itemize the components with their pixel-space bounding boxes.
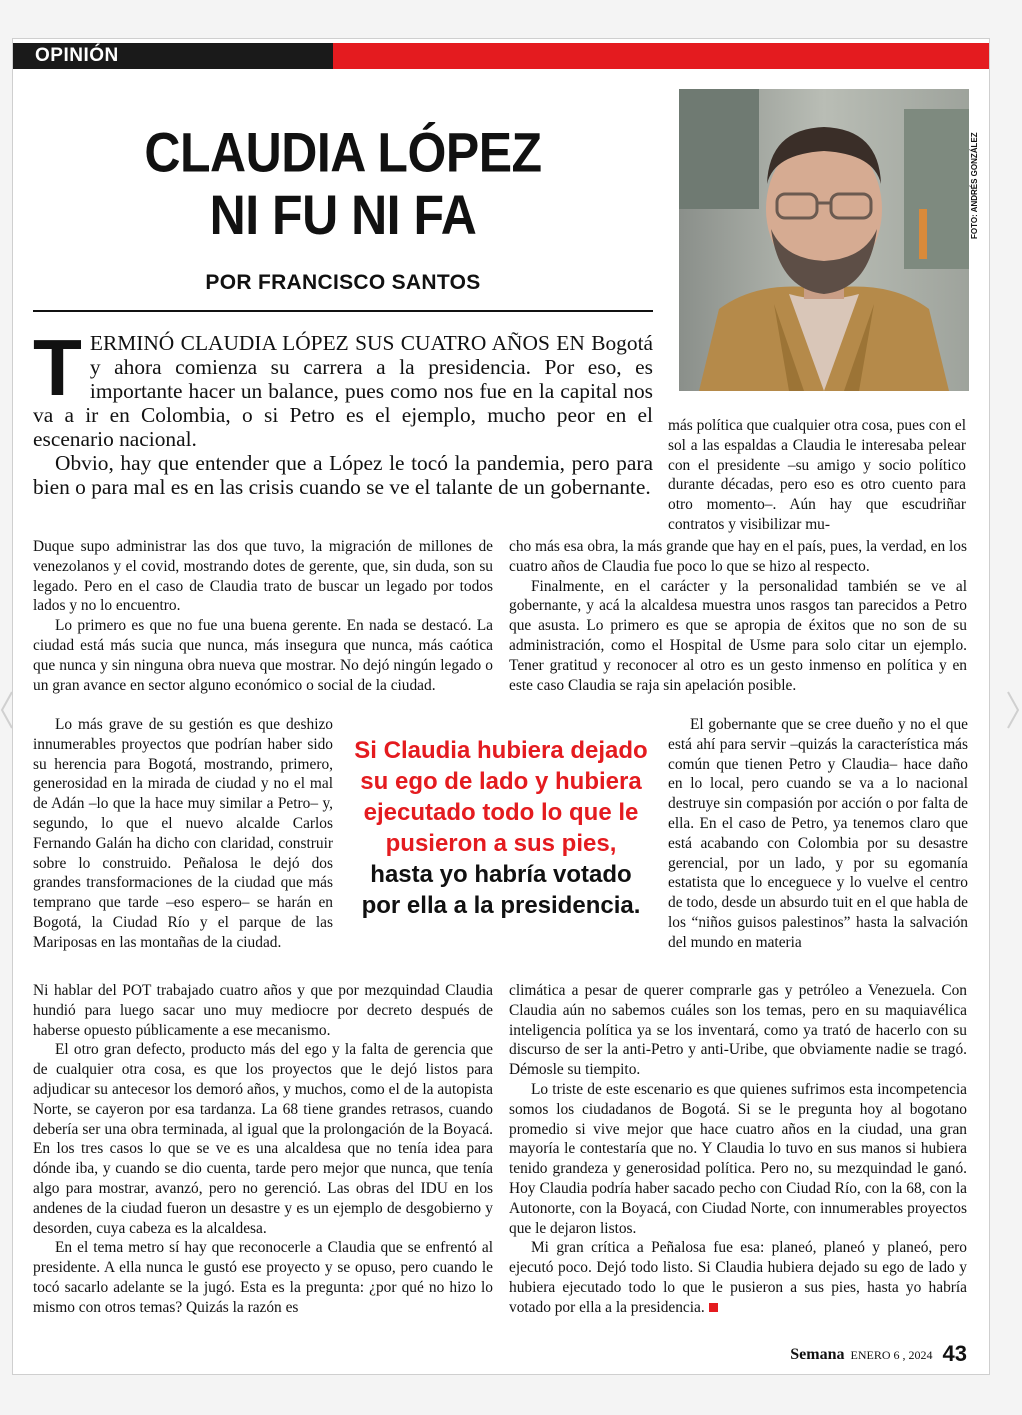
lead-text: Bogotá y ahora comienza su carrera a la presidencia. Por eso, es importante hacer un balance, pues como nos fue en la capital nos va a ir en Colombia, o si Petro es el ejemplo, mucho peor en el escenario nacional. (33, 331, 654, 451)
right-column-b (668, 715, 968, 953)
page-number: 43 (942, 1341, 967, 1366)
section-label: OPINIÓN (35, 45, 119, 66)
middle-column-a (509, 537, 967, 695)
final-text: Mi gran crítica a Peñalosa fue esa: planeó, planeó y planeó, pero ejecutó poco. Dejó todo listo. Si Claudia hubiera dejado su ego de lado y hubiera ejecutado todo lo que le pusieron a sus pies, hasta yo habría votado por ella a la presidencia. (509, 1239, 967, 1316)
photo-credit: FOTO: ANDRÉS GONZÁLEZ (970, 132, 979, 239)
magazine-page (12, 38, 990, 1375)
headline-line-1: CLAUDIA LÓPEZ (144, 121, 542, 184)
paragraph: Lo más grave de su gestión es que deshizo innumerables proyectos que podrían haber sido su herencia para Bogotá, mostrando, primero, generosidad en la mirada de ciudad y no el mal de Adán –lo que la hace muy similar a Petro– y, segundo, lo que el nuevo alcalde Carlos Fernando Galán ha dicho con claridad, construir sobre lo construido. Peñalosa le dejó dos grandes transformaciones de la ciudad que más temprano que tarde –eso espero– se harán en Bogotá, la Ciudad Río y el parque de las Mariposas en las montañas de la ciudad. (33, 716, 333, 951)
byline: POR FRANCISCO SANTOS (205, 271, 481, 294)
lead-paragraphs (33, 323, 654, 499)
headline-rule (33, 310, 653, 312)
paragraph: Finalmente, en el carácter y la personalidad también se ve al gobernante, y acá la alcaldesa muestra unos rasgos tan parecidos a Petro que asusta. Lo primero es que se apropia de éxitos que no son de su administración, como el Hospital de Usme para solo citar un ejemplo. Tener gratitud y reconocer al otro es un gesto inmenso en política y en este caso Claudia se raja sin apelación posible. (509, 577, 967, 694)
pull-quote-black: hasta yo habría votado por ella a la presidencia. (361, 861, 641, 919)
next-page-arrow-icon[interactable] (1006, 690, 1020, 730)
paragraph: cho más esa obra, la más grande que hay en el país, pues, la verdad, en los cuatro años de Claudia fue poco lo que se hizo al respecto. (509, 538, 967, 575)
page-footer (790, 1341, 967, 1367)
lead-caps: ERMINÓ CLAUDIA LÓPEZ SUS CUATRO AÑOS EN (89, 331, 585, 355)
drop-cap: T (33, 323, 82, 412)
publication-name: Semana (790, 1346, 845, 1363)
left-column-c (33, 981, 493, 1318)
middle-column-c (509, 981, 967, 1318)
paragraph: El gobernante que se cree dueño y no el que está ahí para servir –quizás la característica más común que tienen Petro y Claudia– hace daño en lo local, pero cuando se va a lo nacional destruye sin compasión por acción o por falta de ella. En el caso de Petro, ya tenemos claro que está acabando con Colombia por su desastre gerencial, por un lado, y por su egomanía estatista que lo enceguece y lo vuelve el centro de todo, desde un absurdo tuit en el que habla de los “niños guisos palestinos” hasta la salvación del mundo en materia (668, 716, 968, 951)
paragraph: Lo triste de este escenario es que quienes sufrimos esta incompetencia somos los ciudadanos de Bogotá. Si se le pregunta hoy al bogotano promedio si vive mejor que hace cuatro años en la ciudad, una gran mayoría le contestaría que no. Y Claudia lo tuvo en sus manos si hubiera tenido grandeza y generosidad política. Pero no, su mezquindad le ganó. Hoy Claudia podría haber sacado pecho con Ciudad Río, con la 68, con la Autonorte, con la Boyacá, con Ciudad Norte, con innumerables proyectos que le dejaron listos. (509, 1080, 967, 1237)
paragraph: En el tema metro sí hay que reconocerle a Claudia que se enfrentó al presidente. A ella nunca le gustó ese proyecto y se opuso, pero cuando le tocó sacarlo adelante se la jugó. Esta es la pregunta: ¿por qué no hizo lo mismo con otros temas? Quizás la razón es (33, 1239, 493, 1316)
paragraph: climática a pesar de querer comprarle gas y petróleo a Venezuela. Con Claudia aún no sabemos cuáles son los temas, pero en su maquiavélica inteligencia política ya se los inventará, como ya trató de hacerlo con su discurso de ser la anti-Petro y anti-Uribe, que obviamente nadie se tragó. Démosle su tiempito. (509, 982, 967, 1079)
left-column-a (33, 537, 493, 695)
paragraph: El otro gran defecto, producto más del ego y la falta de gerencia que de cualquier otra cosa, es que los proyectos que le dejó listos para adjudicar su antecesor los demoró años, y muchos, como el de la autopista Norte, se cayeron por esa tardanza. La 68 tiene grandes retrasos, cuando debería ser una obra terminada, al igual que la prolongación de la Boyacá. En los tres casos lo que se ve es una alcaldesa que no tenía idea para dónde iba, y cuando se dio cuenta, tarde pero mejor que nunca, que tenía algo para mostrar, avanzó, pero no gerenció. Las obras del IDU en los andenes de la ciudad fueron un desastre y es un ejemplo de desgobierno y desorden, cuya cabeza es la alcaldesa. (33, 1041, 493, 1237)
pull-quote (351, 735, 651, 921)
left-column-b (33, 715, 333, 953)
lead-paragraph-2: Obvio, hay que entender que a López le tocó la pandemia, pero para bien o para mal es en las crisis cuando se ve el talante de un gobernante. (33, 451, 653, 499)
paragraph: Ni hablar del POT trabajado cuatro años y que por mezquindad Claudia hundió para luego sacar uno muy mediocre por decreto después de haberse opuesto públicamente a ese mecanismo. (33, 982, 493, 1039)
pull-quote-red: Si Claudia hubiera dejado su ego de lado y hubiera ejecutado todo lo que le pusieron a sus pies, (354, 737, 648, 857)
author-photo (679, 89, 969, 391)
headline-line-2: NI FU NI FA (209, 183, 477, 247)
article-headline (33, 121, 653, 246)
end-mark-icon (709, 1303, 718, 1312)
paragraph: Lo primero es que no fue una buena gerente. En nada se destacó. La ciudad está más sucia que nunca, más insegura que nunca, más caótica que nunca y sin ninguna obra nueva que mostrar. No dejó ningún legado o un gran avance en sector alguno económico o social de la ciudad. (33, 617, 493, 694)
section-header-bar (13, 43, 989, 69)
right-column-top (668, 416, 966, 535)
paragraph: más política que cualquier otra cosa, pues con el sol a las espaldas a Claudia le interesaba pelear con el presidente –su amigo y socio político durante décadas, pero eso es otro cuento para otro momento–. Aún hay que escudriñar contratos y visibilizar mu- (668, 417, 966, 533)
issue-date: ENERO 6 , 2024 (850, 1348, 933, 1362)
lead-paragraph-1 (33, 323, 654, 451)
section-bar-red (333, 43, 989, 69)
paragraph: Duque supo administrar las dos que tuvo, la migración de millones de venezolanos y el covid, mostrando dotes de gerente, que, sin duda, son su legado. Pero en el caso de Claudia trato de buscar un legado por todos lados y no lo encuentro. (33, 538, 493, 615)
paragraph-final (509, 1238, 967, 1317)
